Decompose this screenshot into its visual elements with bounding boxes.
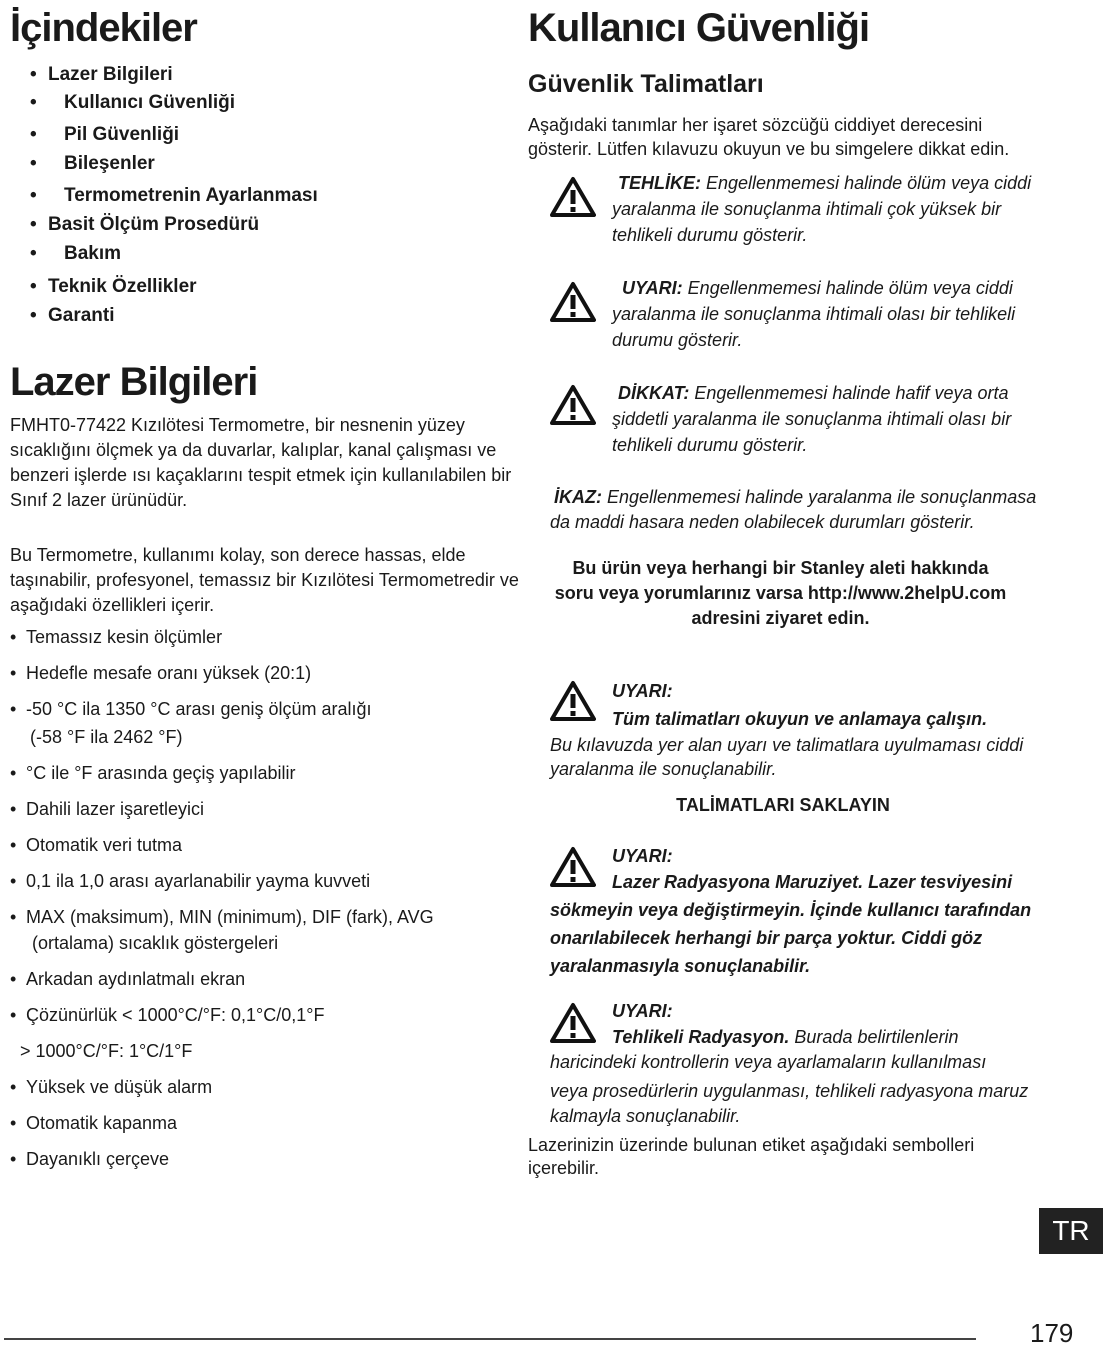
toc-item[interactable]: • Bakım [30,243,122,264]
safety-title: Kullanıcı Güvenliği [528,6,870,50]
laser-para-2: Bu Termometre, kullanımı kolay, son derece hassas, elde taşınabilir, profesyonel, temassız bir Kızılötesi Termometredir ve aşağıdaki özellikleri içerir. [10,545,519,615]
toc-item[interactable]: • Teknik Özellikler [30,276,197,297]
language-tab: TR [1039,1208,1103,1254]
feature-item: • Yüksek ve düşük alarm [10,1077,213,1097]
w1-bold: Tüm talimatları okuyun ve anlamaya çalışın. [612,709,988,729]
toc-item[interactable]: • Pil Güvenliği [30,124,180,145]
warning-text: UYARI: Engellenmemesi halinde ölüm veya ciddi yaralanma ile sonuçlanma ihtimali olası bir tehlikeli durumu gösterir. [612,278,1016,350]
feature-item: • Dahili lazer işaretleyici [10,799,205,819]
feature-item: • 0,1 ila 1,0 arası ayarlanabilir yayma kuvveti [10,871,371,891]
feature-item: • Çözünürlük < 1000°C/°F: 0,1°C/0,1°F [10,1005,325,1025]
feature-item: • °C ile °F arasında geçiş yapılabilir [10,763,296,783]
feature-item: • Temassız kesin ölçümler [10,627,223,647]
w2-text: Lazer Radyasyona Maruziyet. Lazer tesviyesini sökmeyin veya değiştirmeyin. İçinde kullanıcı tarafından onarılabilecek herhangi bir parça yoktur. Ciddi göz yaralanmasıyla sonuçlanabilir. [550,872,1032,976]
feature-item-cont: (-58 °F ila 2462 °F) [30,727,183,747]
feature-item-cont: (ortalama) sıcaklık göstergeleri [32,933,279,953]
feature-item: • Otomatik kapanma [10,1113,178,1133]
warning-triangle-icon [550,176,596,218]
w1-keyword: UYARI: [612,681,673,701]
caution-text: DİKKAT: Engellenmemesi halinde hafif veya orta şiddetli yaralanma ile sonuçlanma ihtimali olası bir tehlikeli durumu gösterir. [612,383,1012,455]
toc-item[interactable]: • Termometrenin Ayarlanması [30,185,318,206]
w2-keyword: UYARI: [612,846,673,866]
w1-text: Bu kılavuzda yer alan uyarı ve talimatlara uyulmaması ciddi yaralanma ile sonuçlanabilir. [550,735,1024,779]
label-text: Lazerinizin üzerinde bulunan etiket aşağıdaki sembolleri içerebilir. [528,1135,975,1178]
feature-item: • Otomatik veri tutma [10,835,183,855]
feature-item: • -50 °C ila 1350 °C arası geniş ölçüm aralığı [10,699,372,719]
warning-triangle-icon [550,680,596,722]
safety-subtitle: Güvenlik Talimatları [528,70,764,98]
toc-item[interactable]: • Kullanıcı Güvenliği [30,92,236,113]
toc-title: İçindekiler [10,6,197,50]
feature-item: • MAX (maksimum), MIN (minimum), DIF (fark), AVG [10,907,434,927]
safety-intro: Aşağıdaki tanımlar her işaret sözcüğü ciddiyet derecesini gösterir. Lütfen kılavuzu okuyun ve bu simgelere dikkat edin. [528,115,1010,159]
warning-triangle-icon [550,384,596,426]
footer-divider [4,1338,976,1340]
notice-text: İKAZ: Engellenmemesi halinde yaralanma ile sonuçlanmasa da maddi hasara neden olabilecek durumları gösterir. [550,487,1037,532]
feature-item: • Dayanıklı çerçeve [10,1149,170,1169]
page-number: 179 [1030,1318,1074,1348]
feature-item-cont: > 1000°C/°F: 1°C/1°F [20,1041,193,1061]
warning-triangle-icon [550,281,596,323]
toc-item[interactable]: • Garanti [30,305,115,326]
feature-item: • Hedefle mesafe oranı yüksek (20:1) [10,663,312,683]
w3-keyword: UYARI: [612,1001,673,1021]
toc-item[interactable]: • Basit Ölçüm Prosedürü [30,214,260,235]
toc-item[interactable]: • Lazer Bilgileri [30,64,173,85]
feature-item: • Arkadan aydınlatmalı ekran [10,969,246,989]
laser-para-1: FMHT0-77422 Kızılötesi Termometre, bir nesnenin yüzey sıcaklığını ölçmek ya da duvarlar, kalıplar, kanal çalışması ve benzeri işlerde ısı kaçaklarını tespit etmek için kullanılabilen bir Sınıf 2 lazer ürünüdür. [10,415,512,510]
save-instructions: TALİMATLARI SAKLAYIN [676,795,890,815]
laser-title: Lazer Bilgileri [10,360,258,404]
toc-item[interactable]: • Bileşenler [30,153,155,174]
danger-text: TEHLİKE: Engellenmemesi halinde ölüm veya ciddi yaralanma ile sonuçlanma ihtimali çok yüksek bir tehlikeli durumu gösterir. [612,173,1032,245]
contact-text: Bu ürün veya herhangi bir Stanley aleti hakkında soru veya yorumlarınız varsa http://www.2helpU.com adresini ziyaret edin. [554,558,1007,628]
w3-text: Tehlikeli Radyasyon. Burada belirtilenlerin haricindeki kontrollerin veya ayarlamaların kullanılması veya prosedürlerin uygulanması, tehlikeli radyasyona maruz kalmayla sonuçlanabilir. [550,1027,1029,1126]
